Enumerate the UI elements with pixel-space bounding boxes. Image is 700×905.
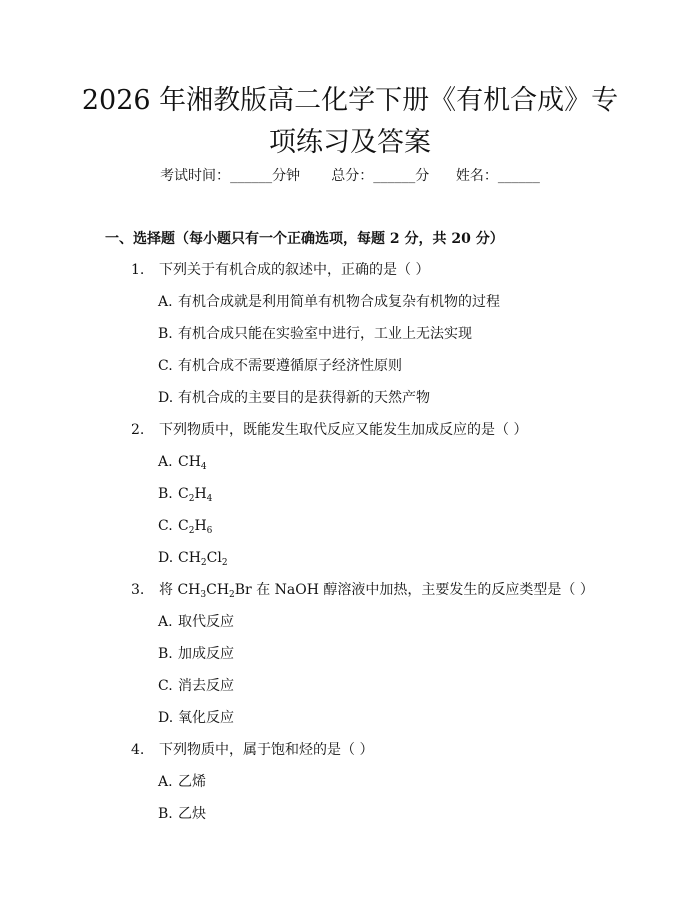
- time-unit: 分钟: [272, 168, 301, 184]
- exam-info-line: [0, 166, 700, 186]
- option-2a: [158, 452, 207, 477]
- question-number: 1.: [131, 262, 145, 278]
- formula: $CH_4$: [178, 454, 207, 472]
- formula: $C_2H_4$: [178, 486, 213, 504]
- option-letter: B.: [158, 806, 173, 822]
- option-letter: A.: [158, 294, 173, 310]
- question-number: 2.: [131, 422, 145, 438]
- option-letter: A.: [158, 614, 173, 630]
- option-letter: D.: [158, 390, 174, 406]
- time-blank: ______: [230, 168, 273, 184]
- option-1a: [158, 292, 500, 312]
- option-text: 有机合成只能在实验室中进行，工业上无法实现: [178, 326, 472, 342]
- section-title: 一、选择题（每小题只有一个正确选项，每题 2 分，共 20 分）: [105, 231, 504, 247]
- question-number: 3.: [131, 582, 145, 598]
- option-letter: D.: [158, 710, 174, 726]
- document-title: [60, 80, 640, 164]
- title-line-2: 项练习及答案: [269, 127, 431, 158]
- question-stem: 下列物质中，属于饱和烃的是（ ）: [159, 742, 374, 758]
- name-blank: ______: [497, 168, 540, 184]
- score-label: 总分：: [331, 168, 374, 184]
- option-text: 有机合成就是利用简单有机物合成复杂有机物的过程: [178, 294, 500, 310]
- option-4a: [158, 772, 206, 792]
- option-text: 乙炔: [178, 806, 206, 822]
- option-text: 氧化反应: [178, 710, 234, 726]
- score-blank: ______: [373, 168, 416, 184]
- option-text: 有机合成不需要遵循原子经济性原则: [178, 358, 402, 374]
- name-label: 姓名：: [455, 168, 498, 184]
- option-3b: [158, 644, 234, 664]
- formula: $CH_2Cl_2$: [178, 550, 228, 568]
- option-text: 加成反应: [178, 646, 234, 662]
- option-3c: [158, 676, 234, 696]
- option-2c: [158, 516, 212, 541]
- option-letter: C.: [158, 358, 173, 374]
- option-text: 消去反应: [178, 678, 234, 694]
- option-1c: [158, 356, 402, 376]
- question-stem: 下列关于有机合成的叙述中，正确的是（ ）: [159, 262, 430, 278]
- option-text: 乙烯: [178, 774, 206, 790]
- option-letter: A.: [158, 774, 173, 790]
- question-stem: 下列物质中，既能发生取代反应又能发生加成反应的是（ ）: [159, 422, 528, 438]
- question-stem: 将 $CH_3CH_2Br$ 在 NaOH 醇溶液中加热，主要发生的反应类型是（ ）: [159, 582, 594, 600]
- formula: $C_2H_6$: [178, 518, 213, 536]
- score-unit: 分: [415, 168, 430, 184]
- title-line-1: 2026 年湘教版高二化学下册《有机合成》专: [81, 85, 619, 116]
- option-letter: C.: [158, 678, 173, 694]
- option-3a: [158, 612, 234, 632]
- option-2b: [158, 484, 212, 509]
- option-text: 有机合成的主要目的是获得新的天然产物: [178, 390, 430, 406]
- option-letter: B.: [158, 646, 173, 662]
- option-letter: C.: [158, 518, 173, 534]
- option-2d: [158, 548, 228, 573]
- option-text: 取代反应: [178, 614, 234, 630]
- option-letter: D.: [158, 550, 174, 566]
- time-label: 考试时间：: [160, 168, 231, 184]
- option-letter: B.: [158, 486, 173, 502]
- option-letter: A.: [158, 454, 173, 470]
- option-1b: [158, 324, 472, 344]
- option-1d: [158, 388, 430, 408]
- option-3d: [158, 708, 234, 728]
- option-letter: B.: [158, 326, 173, 342]
- question-number: 4.: [131, 742, 145, 758]
- option-4b: [158, 804, 206, 824]
